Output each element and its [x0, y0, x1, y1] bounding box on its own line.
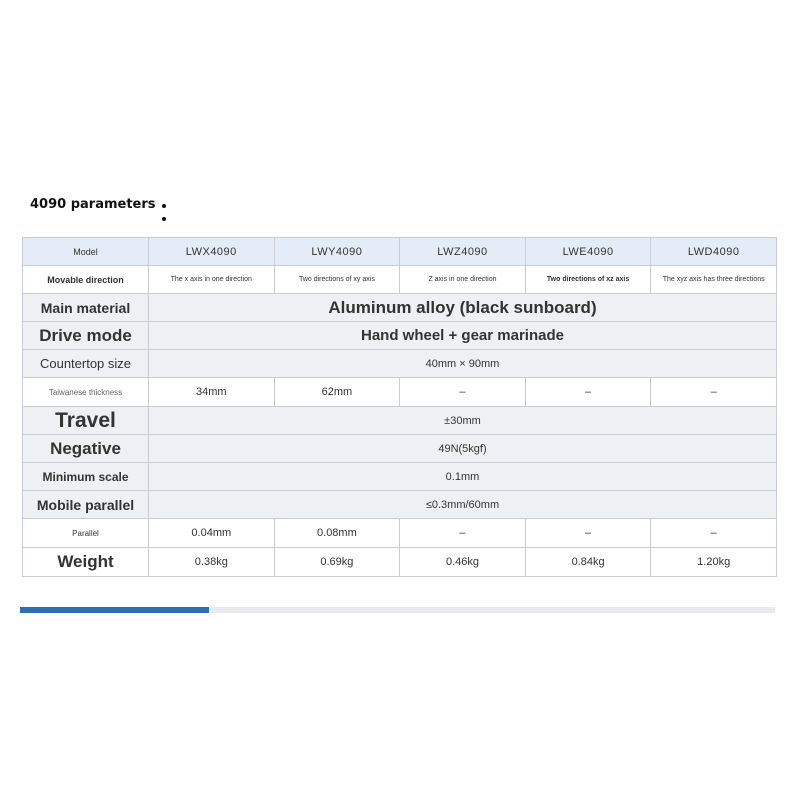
parallel-cell: –: [651, 519, 777, 548]
row-label-movable-direction: Movable direction: [23, 266, 149, 294]
mobile-parallel-value: ≤0.3mm/60mm: [149, 491, 777, 519]
progress-bar-fill: [20, 607, 209, 613]
model-cell: LWY4090: [274, 238, 400, 266]
row-label-countertop-size: Countertop size: [23, 350, 149, 378]
table-row-mobile-parallel: [23, 491, 777, 519]
weight-cell: 0.46kg: [400, 548, 526, 577]
row-label-minimum-scale: Minimum scale: [23, 463, 149, 491]
row-label-model: Model: [23, 238, 149, 266]
row-label-thickness: Taiwanese thickness: [23, 378, 149, 407]
table-row-model: [23, 238, 777, 266]
negative-value: 49N(5kgf): [149, 435, 777, 463]
row-label-main-material: Main material: [23, 294, 149, 322]
main-material-value: Aluminum alloy (black sunboard): [149, 294, 777, 322]
thickness-cell: –: [525, 378, 651, 407]
row-label-weight: Weight: [23, 548, 149, 577]
parallel-cell: 0.08mm: [274, 519, 400, 548]
parallel-cell: –: [400, 519, 526, 548]
thickness-cell: –: [651, 378, 777, 407]
table-row-movable-direction: [23, 266, 777, 294]
table-row-drive-mode: [23, 322, 777, 350]
movable-direction-cell: Two directions of xy axis: [274, 266, 400, 294]
weight-cell: 0.69kg: [274, 548, 400, 577]
thickness-cell: 62mm: [274, 378, 400, 407]
travel-value: ±30mm: [149, 407, 777, 435]
countertop-size-value: 40mm × 90mm: [149, 350, 777, 378]
row-label-mobile-parallel: Mobile parallel: [23, 491, 149, 519]
parallel-cell: –: [525, 519, 651, 548]
movable-direction-cell: Two directions of xz axis: [525, 266, 651, 294]
progress-bar: [20, 607, 775, 613]
bullet-dots: [160, 198, 168, 222]
movable-direction-cell: The x axis in one direction: [149, 266, 275, 294]
model-cell: LWZ4090: [400, 238, 526, 266]
table-row-travel: [23, 407, 777, 435]
parameters-table: [22, 237, 777, 577]
table-row-main-material: [23, 294, 777, 322]
thickness-cell: –: [400, 378, 526, 407]
row-label-drive-mode: Drive mode: [23, 322, 149, 350]
model-cell: LWX4090: [149, 238, 275, 266]
table-row-thickness: [23, 378, 777, 407]
row-label-negative: Negative: [23, 435, 149, 463]
table-row-weight: [23, 548, 777, 577]
table-row-parallel: [23, 519, 777, 548]
weight-cell: 0.38kg: [149, 548, 275, 577]
movable-direction-cell: Z axis in one direction: [400, 266, 526, 294]
weight-cell: 0.84kg: [525, 548, 651, 577]
minimum-scale-value: 0.1mm: [149, 463, 777, 491]
bullet-dot-icon: [162, 217, 166, 221]
page-title: 4090 parameters: [30, 197, 156, 212]
parallel-cell: 0.04mm: [149, 519, 275, 548]
weight-cell: 1.20kg: [651, 548, 777, 577]
model-cell: LWE4090: [525, 238, 651, 266]
bullet-dot-icon: [162, 204, 166, 208]
drive-mode-value: Hand wheel + gear marinade: [149, 322, 777, 350]
table-row-minimum-scale: [23, 463, 777, 491]
thickness-cell: 34mm: [149, 378, 275, 407]
row-label-travel: Travel: [23, 407, 149, 435]
table-row-negative: [23, 435, 777, 463]
movable-direction-cell: The xyz axis has three directions: [651, 266, 777, 294]
table-row-countertop-size: [23, 350, 777, 378]
model-cell: LWD4090: [651, 238, 777, 266]
row-label-parallel: Parallel: [23, 519, 149, 548]
